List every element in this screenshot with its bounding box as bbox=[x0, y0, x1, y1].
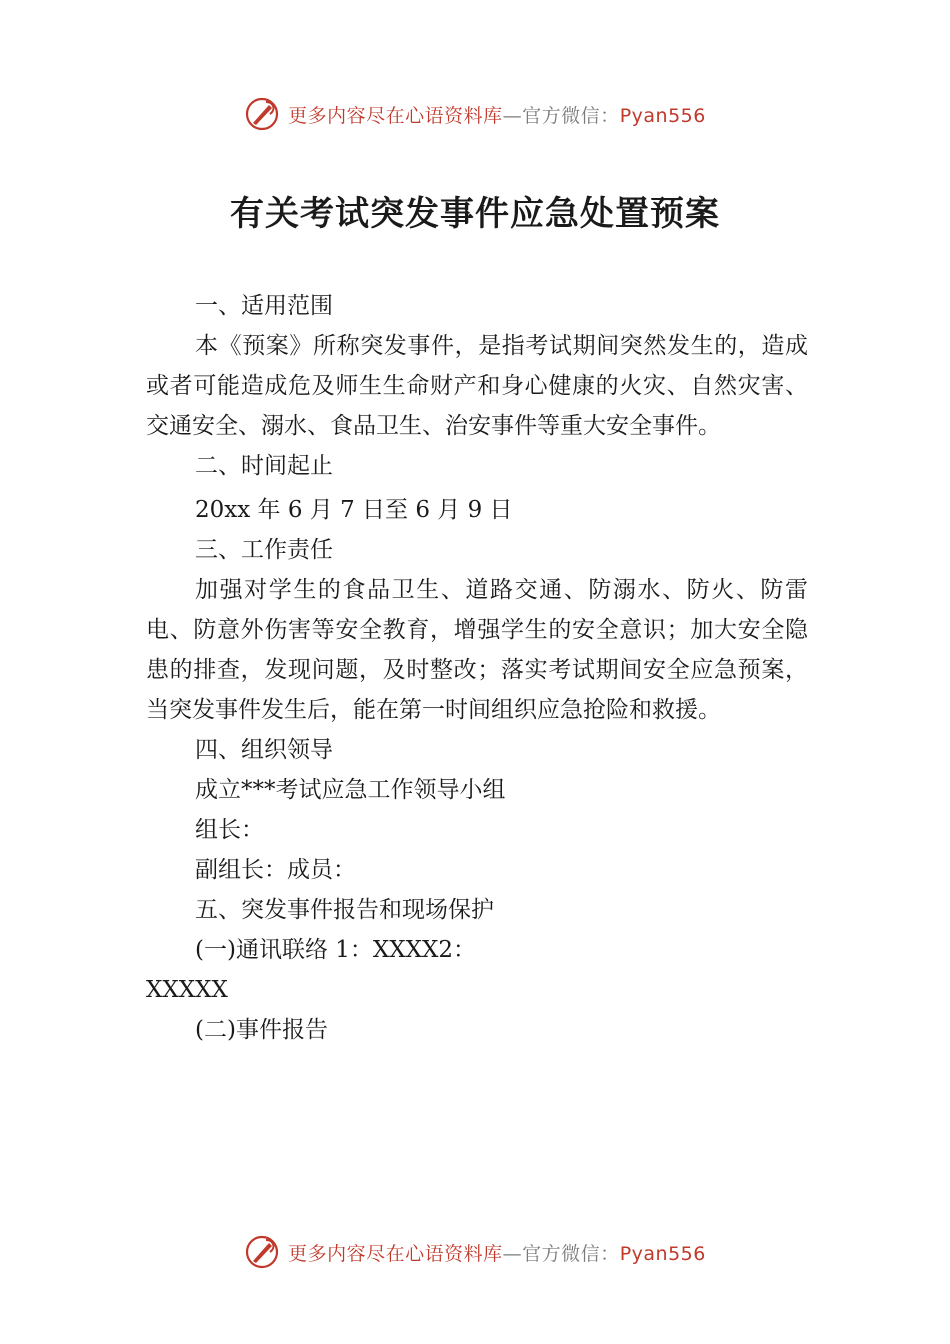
paragraph: (二)事件报告 bbox=[195, 1017, 328, 1043]
paragraph: 副组长：成员： bbox=[195, 857, 356, 883]
paragraph: 加强对学生的食品卫生、道路交通、防溺水、防火、防雷电、防意外伤害等安全教育，增强学生的安全意识；加大安全隐患的排查，发现问题，及时整改；落实考试期间安全应急预案，当突发事件发生后，能在第一时间组织应急抢险和救援。 bbox=[146, 577, 808, 723]
section-heading: 五、突发事件报告和现场保护 bbox=[195, 897, 494, 923]
banner-wechat-id: Pyan556 bbox=[619, 104, 706, 127]
paragraph: 20xx 年 6 月 7 日至 6 月 9 日 bbox=[195, 497, 513, 523]
banner-wechat-id: Pyan556 bbox=[619, 1242, 706, 1265]
quill-logo-icon bbox=[244, 1234, 280, 1270]
section-heading: 四、组织领导 bbox=[195, 737, 333, 763]
section-heading: 二、时间起止 bbox=[195, 453, 333, 479]
banner-separator: — bbox=[502, 104, 523, 127]
section-heading: 三、工作责任 bbox=[195, 537, 333, 563]
header-banner bbox=[0, 96, 950, 132]
paragraph: 成立***考试应急工作领导小组 bbox=[195, 777, 506, 803]
banner-separator: — bbox=[502, 1242, 523, 1265]
banner-text bbox=[288, 101, 706, 128]
document-body bbox=[146, 286, 808, 1050]
section-heading: 一、适用范围 bbox=[195, 293, 333, 319]
paragraph: 组长： bbox=[195, 817, 264, 843]
banner-wechat-label: 官方微信： bbox=[522, 1242, 620, 1265]
banner-library-text: 更多内容尽在心语资料库 bbox=[288, 1242, 503, 1265]
banner-text bbox=[288, 1239, 706, 1266]
quill-logo-icon bbox=[244, 96, 280, 132]
banner-library-text: 更多内容尽在心语资料库 bbox=[288, 104, 503, 127]
paragraph: XXXXX bbox=[146, 977, 228, 1003]
paragraph: 本《预案》所称突发事件，是指考试期间突然发生的，造成或者可能造成危及师生生命财产和身心健康的火灾、自然灾害、交通安全、溺水、食品卫生、治安事件等重大安全事件。 bbox=[146, 333, 808, 439]
banner-wechat-label: 官方微信： bbox=[522, 104, 620, 127]
footer-banner bbox=[0, 1234, 950, 1270]
paragraph: (一)通讯联络 1：XXXX2： bbox=[195, 937, 477, 963]
document-title: 有关考试突发事件应急处置预案 bbox=[230, 194, 720, 234]
